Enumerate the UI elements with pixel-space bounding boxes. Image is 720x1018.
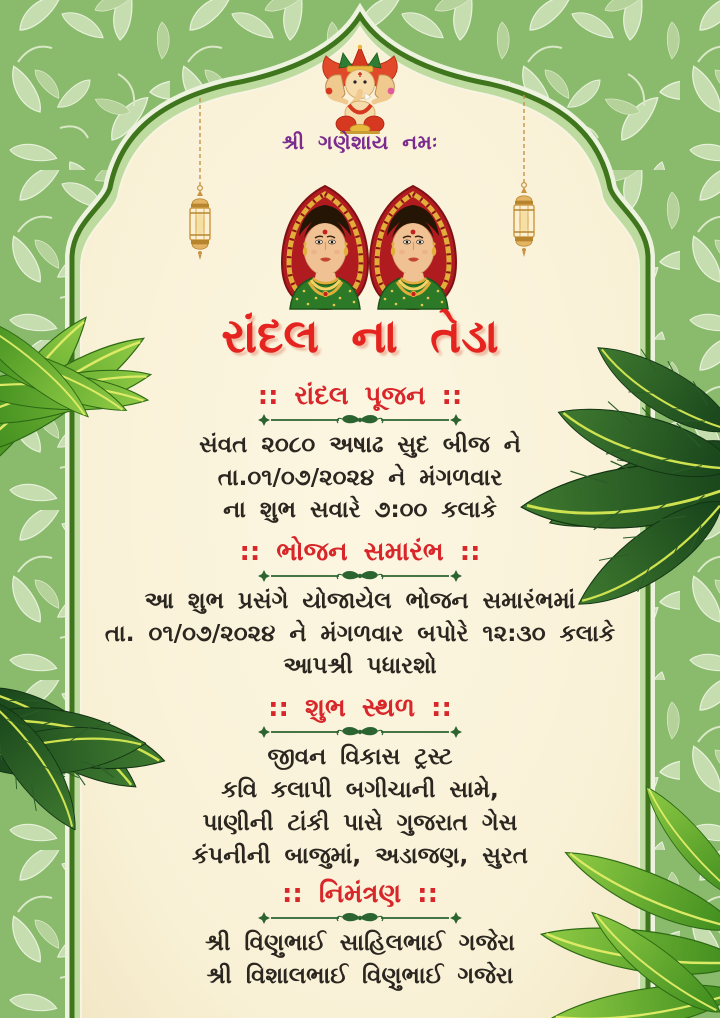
host-name: શ્રી વિશાલભાઈ વિણુભાઈ ગજેરા	[206, 963, 514, 989]
detail-line: પાણીની ટાંકી પાસે ગુજરાત ગેસ	[202, 810, 518, 836]
detail-line: કવિ કલાપી બગીચાની સામે,	[221, 777, 499, 803]
ganesh-blessing-text: શ્રી ગણેશાય નમઃ	[282, 130, 438, 154]
section-nimantran	[0, 878, 720, 992]
detail-line: આપશ્રી પધારશો	[283, 653, 437, 679]
detail-line: તા. ૦૧/૦૭/૨૦૨૪ ને મંગળવાર બપોરે ૧૨:૩૦ કલાકે	[104, 620, 616, 647]
section-shubh-sthal	[0, 692, 720, 872]
section-heading: :: રાંદલ પૂજન ::	[257, 381, 463, 411]
detail-line: જીવન વિકાસ ટ્રસ્ટ	[267, 744, 453, 770]
ornamental-divider-icon	[255, 412, 465, 428]
detail-line: આ શુભ પ્રસંગે યોજાયેલ ભોજન સમારંભમાં	[144, 588, 576, 614]
ornamental-divider-icon	[255, 724, 465, 740]
section-heading: :: શુભ સ્થળ ::	[268, 693, 452, 723]
section-heading: :: ભોજન સમારંભ ::	[239, 537, 481, 567]
section-heading: :: નિમંત્રણ ::	[282, 879, 438, 909]
section-randal-pujan	[0, 380, 720, 526]
ornamental-divider-icon	[255, 910, 465, 926]
detail-line: સંવત ૨૦૮૦ અષાઢ સુદ બીજ ને	[199, 432, 521, 458]
invitation-title: રાંદલ ના તેડા	[221, 309, 499, 364]
section-bhojan-samarambh	[0, 536, 720, 682]
ornamental-divider-icon	[255, 568, 465, 584]
host-name: શ્રી વિણુભાઈ સાહિલભાઈ ગજેરા	[205, 930, 515, 956]
detail-line: કંપનીની બાજુમાં, અડાજણ, સુરત	[192, 843, 528, 869]
detail-line: ના શુભ સવારે ૭:૦૦ કલાકે	[223, 497, 497, 523]
detail-line: તા.૦૧/૦૭/૨૦૨૪ ને મંગળવાર	[217, 464, 503, 491]
